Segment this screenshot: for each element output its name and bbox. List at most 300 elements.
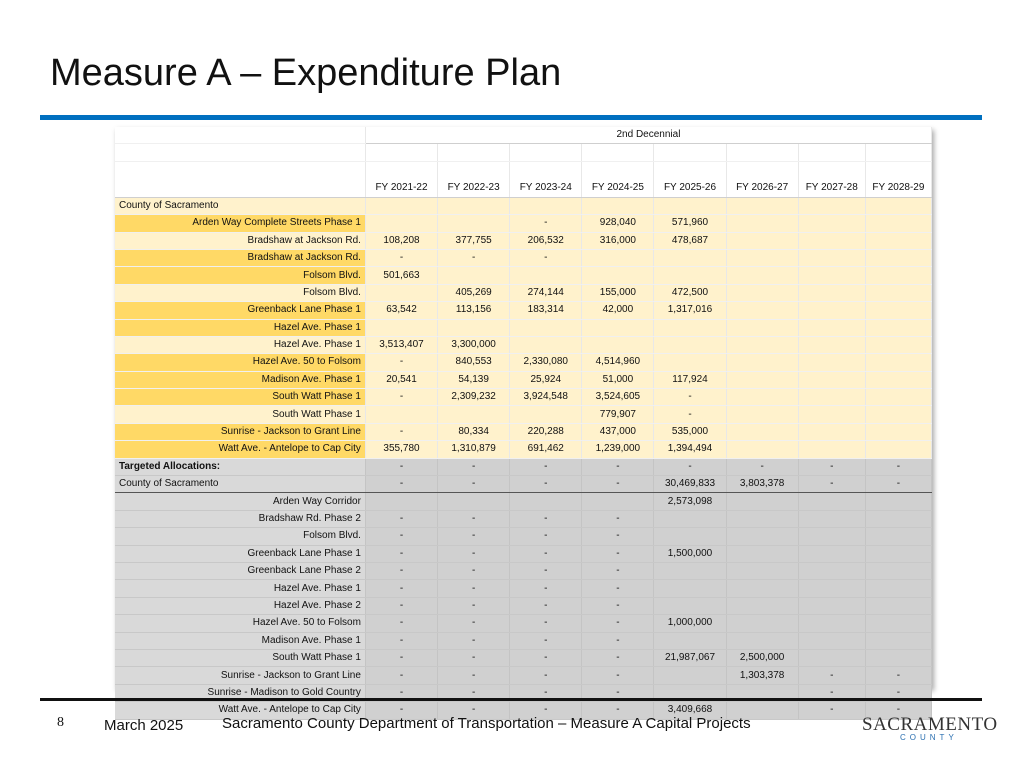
value-cell <box>865 632 931 649</box>
value-cell: - <box>365 354 437 371</box>
table-row <box>115 458 932 475</box>
value-cell <box>582 249 654 266</box>
decennial-header-row <box>115 127 932 144</box>
footer-rule <box>40 698 982 701</box>
value-cell <box>654 267 726 284</box>
value-cell: - <box>438 528 510 545</box>
value-cell <box>726 545 798 562</box>
value-cell <box>438 267 510 284</box>
value-cell: 2,309,232 <box>438 389 510 406</box>
value-cell <box>726 510 798 527</box>
value-cell <box>865 580 931 597</box>
value-cell <box>726 615 798 632</box>
value-cell: - <box>510 597 582 614</box>
row-label: Watt Ave. - Antelope to Cap City <box>115 441 365 458</box>
value-cell <box>865 441 931 458</box>
value-cell: - <box>365 580 437 597</box>
value-cell: - <box>510 649 582 666</box>
value-cell: - <box>365 702 437 719</box>
row-label: Hazel Ave. Phase 1 <box>115 580 365 597</box>
value-cell: 1,310,879 <box>438 441 510 458</box>
table-row <box>115 632 932 649</box>
value-cell: - <box>365 649 437 666</box>
value-cell <box>798 510 865 527</box>
value-cell: 3,300,000 <box>438 336 510 353</box>
row-label: Arden Way Corridor <box>115 493 365 510</box>
logo-sub: COUNTY <box>900 733 958 742</box>
row-label: South Watt Phase 1 <box>115 389 365 406</box>
value-cell: 928,040 <box>582 215 654 232</box>
value-cell: 779,907 <box>582 406 654 423</box>
value-cell <box>865 336 931 353</box>
value-cell: - <box>510 615 582 632</box>
value-cell: - <box>582 458 654 475</box>
value-cell: - <box>510 528 582 545</box>
value-cell <box>654 528 726 545</box>
year-header: FY 2026-27 <box>726 161 798 197</box>
table-row <box>115 562 932 579</box>
value-cell <box>438 319 510 336</box>
table-row <box>115 302 932 319</box>
value-cell: - <box>798 476 865 493</box>
value-cell: - <box>365 684 437 701</box>
value-cell: - <box>438 458 510 475</box>
table-row <box>115 389 932 406</box>
value-cell: - <box>726 458 798 475</box>
value-cell: - <box>510 632 582 649</box>
value-cell: - <box>582 562 654 579</box>
table-row <box>115 215 932 232</box>
value-cell: 3,513,407 <box>365 336 437 353</box>
table-row <box>115 441 932 458</box>
row-label: Hazel Ave. 50 to Folsom <box>115 354 365 371</box>
value-cell: 1,500,000 <box>654 545 726 562</box>
value-cell: - <box>365 667 437 684</box>
value-cell: 691,462 <box>510 441 582 458</box>
value-cell <box>510 493 582 510</box>
row-label: Arden Way Complete Streets Phase 1 <box>115 215 365 232</box>
table-body <box>115 127 932 719</box>
value-cell <box>798 423 865 440</box>
row-label: Bradshaw at Jackson Rd. <box>115 232 365 249</box>
value-cell <box>865 197 931 214</box>
value-cell: 3,803,378 <box>726 476 798 493</box>
value-cell <box>654 354 726 371</box>
value-cell <box>365 319 437 336</box>
row-label: County of Sacramento <box>115 476 365 493</box>
value-cell: - <box>510 249 582 266</box>
row-label: Folsom Blvd. <box>115 528 365 545</box>
value-cell <box>654 562 726 579</box>
value-cell <box>798 284 865 301</box>
table-row <box>115 667 932 684</box>
value-cell: 840,553 <box>438 354 510 371</box>
value-cell: - <box>582 528 654 545</box>
value-cell: - <box>510 702 582 719</box>
value-cell <box>365 493 437 510</box>
value-cell <box>798 354 865 371</box>
value-cell <box>798 493 865 510</box>
table-row <box>115 597 932 614</box>
value-cell <box>798 545 865 562</box>
value-cell <box>865 249 931 266</box>
footer-text: Sacramento County Department of Transportation – Measure A Capital Projects <box>222 715 751 732</box>
value-cell: - <box>582 580 654 597</box>
value-cell <box>798 389 865 406</box>
row-label: Madison Ave. Phase 1 <box>115 371 365 388</box>
value-cell: 1,000,000 <box>654 615 726 632</box>
value-cell <box>654 197 726 214</box>
value-cell: 183,314 <box>510 302 582 319</box>
value-cell: - <box>654 389 726 406</box>
value-cell: - <box>798 458 865 475</box>
value-cell: 54,139 <box>438 371 510 388</box>
value-cell: 3,524,605 <box>582 389 654 406</box>
value-cell <box>510 336 582 353</box>
value-cell <box>582 336 654 353</box>
expenditure-spreadsheet <box>115 127 932 716</box>
value-cell: - <box>510 476 582 493</box>
row-label: Hazel Ave. Phase 2 <box>115 597 365 614</box>
value-cell: - <box>438 597 510 614</box>
value-cell: - <box>365 632 437 649</box>
value-cell <box>365 215 437 232</box>
year-header: FY 2024-25 <box>582 161 654 197</box>
value-cell: - <box>865 458 931 475</box>
value-cell <box>726 632 798 649</box>
value-cell: 1,394,494 <box>654 441 726 458</box>
value-cell <box>654 597 726 614</box>
value-cell: 571,960 <box>654 215 726 232</box>
row-label: Sunrise - Jackson to Grant Line <box>115 423 365 440</box>
table-row <box>115 406 932 423</box>
value-cell: - <box>438 545 510 562</box>
value-cell: 80,334 <box>438 423 510 440</box>
value-cell <box>582 197 654 214</box>
year-header: FY 2023-24 <box>510 161 582 197</box>
value-cell <box>726 493 798 510</box>
year-header: FY 2028-29 <box>865 161 931 197</box>
value-cell <box>865 354 931 371</box>
value-cell: 113,156 <box>438 302 510 319</box>
value-cell: - <box>582 476 654 493</box>
value-cell: 437,000 <box>582 423 654 440</box>
value-cell <box>865 528 931 545</box>
value-cell: 355,780 <box>365 441 437 458</box>
value-cell <box>798 302 865 319</box>
value-cell: - <box>582 702 654 719</box>
value-cell: 3,409,668 <box>654 702 726 719</box>
row-label: Greenback Lane Phase 1 <box>115 545 365 562</box>
value-cell: - <box>438 702 510 719</box>
value-cell <box>438 215 510 232</box>
value-cell <box>865 371 931 388</box>
value-cell <box>365 284 437 301</box>
table-row <box>115 371 932 388</box>
table-row <box>115 493 932 510</box>
value-cell <box>798 649 865 666</box>
value-cell <box>654 336 726 353</box>
value-cell: - <box>582 667 654 684</box>
value-cell: 1,239,000 <box>582 441 654 458</box>
value-cell: - <box>798 684 865 701</box>
value-cell: 155,000 <box>582 284 654 301</box>
table-row <box>115 197 932 214</box>
value-cell: - <box>365 476 437 493</box>
value-cell <box>798 336 865 353</box>
value-cell <box>726 354 798 371</box>
row-label: South Watt Phase 1 <box>115 406 365 423</box>
value-cell: - <box>798 667 865 684</box>
value-cell <box>865 267 931 284</box>
value-cell <box>798 528 865 545</box>
table-row <box>115 476 932 493</box>
value-cell <box>798 562 865 579</box>
value-cell: - <box>865 702 931 719</box>
row-label: Hazel Ave. 50 to Folsom <box>115 615 365 632</box>
value-cell: - <box>438 632 510 649</box>
value-cell: - <box>798 702 865 719</box>
value-cell: - <box>510 510 582 527</box>
value-cell <box>726 389 798 406</box>
value-cell: 42,000 <box>582 302 654 319</box>
value-cell <box>798 580 865 597</box>
value-cell: - <box>582 649 654 666</box>
value-cell: - <box>365 597 437 614</box>
value-cell <box>798 319 865 336</box>
value-cell: 108,208 <box>365 232 437 249</box>
value-cell: - <box>365 510 437 527</box>
value-cell <box>726 580 798 597</box>
value-cell: 20,541 <box>365 371 437 388</box>
row-label: Greenback Lane Phase 1 <box>115 302 365 319</box>
table-row <box>115 267 932 284</box>
value-cell <box>438 406 510 423</box>
value-cell <box>865 215 931 232</box>
value-cell: 377,755 <box>438 232 510 249</box>
value-cell <box>726 215 798 232</box>
value-cell: - <box>365 615 437 632</box>
value-cell: - <box>438 580 510 597</box>
value-cell <box>798 267 865 284</box>
title-underline <box>40 115 982 120</box>
value-cell <box>438 197 510 214</box>
value-cell <box>798 371 865 388</box>
value-cell: 1,303,378 <box>726 667 798 684</box>
logo-word: SACRAMENTO <box>862 714 998 735</box>
value-cell: - <box>582 597 654 614</box>
empty-cell <box>115 127 365 144</box>
row-label: Sunrise - Madison to Gold Country <box>115 684 365 701</box>
value-cell <box>726 371 798 388</box>
value-cell: - <box>438 562 510 579</box>
value-cell <box>726 406 798 423</box>
fiscal-year-header-row <box>115 161 932 197</box>
table-row <box>115 528 932 545</box>
value-cell: 2,573,098 <box>654 493 726 510</box>
value-cell: - <box>365 249 437 266</box>
value-cell <box>865 510 931 527</box>
value-cell <box>726 232 798 249</box>
value-cell <box>798 232 865 249</box>
value-cell <box>865 597 931 614</box>
row-label: Hazel Ave. Phase 1 <box>115 319 365 336</box>
table-row <box>115 319 932 336</box>
value-cell <box>365 197 437 214</box>
row-label: Sunrise - Jackson to Grant Line <box>115 667 365 684</box>
value-cell <box>865 406 931 423</box>
value-cell <box>726 302 798 319</box>
row-label: South Watt Phase 1 <box>115 649 365 666</box>
value-cell: - <box>365 458 437 475</box>
value-cell <box>865 493 931 510</box>
year-header: FY 2025-26 <box>654 161 726 197</box>
value-cell: - <box>654 406 726 423</box>
value-cell: - <box>582 510 654 527</box>
empty-cell <box>115 161 365 197</box>
value-cell: - <box>365 423 437 440</box>
value-cell <box>726 528 798 545</box>
value-cell: - <box>654 458 726 475</box>
value-cell <box>654 249 726 266</box>
row-label: County of Sacramento <box>115 197 365 214</box>
spacer-row <box>115 144 932 161</box>
value-cell: - <box>510 215 582 232</box>
value-cell <box>865 319 931 336</box>
value-cell: - <box>510 458 582 475</box>
row-label: Watt Ave. - Antelope to Cap City <box>115 702 365 719</box>
table-row <box>115 232 932 249</box>
value-cell: - <box>865 684 931 701</box>
table-row <box>115 249 932 266</box>
value-cell: 501,663 <box>365 267 437 284</box>
value-cell <box>726 597 798 614</box>
year-header: FY 2022-23 <box>438 161 510 197</box>
value-cell <box>510 406 582 423</box>
value-cell <box>365 406 437 423</box>
value-cell <box>726 441 798 458</box>
page-number: 8 <box>57 715 64 730</box>
value-cell: - <box>582 684 654 701</box>
value-cell <box>654 667 726 684</box>
value-cell: 21,987,067 <box>654 649 726 666</box>
row-label: Madison Ave. Phase 1 <box>115 632 365 649</box>
value-cell: - <box>510 667 582 684</box>
value-cell <box>726 562 798 579</box>
value-cell <box>865 545 931 562</box>
value-cell <box>582 267 654 284</box>
value-cell: - <box>438 510 510 527</box>
value-cell <box>865 389 931 406</box>
value-cell: 274,144 <box>510 284 582 301</box>
value-cell: 4,514,960 <box>582 354 654 371</box>
value-cell: 51,000 <box>582 371 654 388</box>
value-cell: 2,330,080 <box>510 354 582 371</box>
value-cell: - <box>438 249 510 266</box>
value-cell <box>510 267 582 284</box>
table-row <box>115 580 932 597</box>
row-label: Greenback Lane Phase 2 <box>115 562 365 579</box>
value-cell: 220,288 <box>510 423 582 440</box>
value-cell <box>654 632 726 649</box>
table-row <box>115 354 932 371</box>
value-cell: - <box>438 667 510 684</box>
value-cell <box>865 232 931 249</box>
value-cell: - <box>365 389 437 406</box>
decennial-label: 2nd Decennial <box>365 127 931 144</box>
value-cell <box>798 615 865 632</box>
value-cell: 117,924 <box>654 371 726 388</box>
value-cell: 472,500 <box>654 284 726 301</box>
value-cell <box>726 284 798 301</box>
value-cell <box>726 423 798 440</box>
value-cell: - <box>582 632 654 649</box>
footer-date: March 2025 <box>104 717 184 734</box>
value-cell: 478,687 <box>654 232 726 249</box>
value-cell <box>510 319 582 336</box>
value-cell: - <box>582 545 654 562</box>
year-header: FY 2021-22 <box>365 161 437 197</box>
value-cell <box>726 267 798 284</box>
value-cell <box>438 493 510 510</box>
value-cell: 206,532 <box>510 232 582 249</box>
value-cell <box>654 580 726 597</box>
sacramento-county-logo <box>852 714 998 744</box>
value-cell: - <box>438 476 510 493</box>
value-cell: 316,000 <box>582 232 654 249</box>
row-label: Bradshaw Rd. Phase 2 <box>115 510 365 527</box>
value-cell <box>865 302 931 319</box>
row-label: Bradshaw at Jackson Rd. <box>115 249 365 266</box>
value-cell: - <box>438 615 510 632</box>
row-label: Folsom Blvd. <box>115 267 365 284</box>
table-row <box>115 284 932 301</box>
value-cell <box>726 249 798 266</box>
value-cell <box>865 423 931 440</box>
value-cell <box>510 197 582 214</box>
value-cell <box>798 632 865 649</box>
value-cell: - <box>582 615 654 632</box>
row-label: Targeted Allocations: <box>115 458 365 475</box>
slide-title: Measure A – Expenditure Plan <box>50 52 562 94</box>
value-cell <box>726 336 798 353</box>
value-cell <box>726 197 798 214</box>
value-cell: 1,317,016 <box>654 302 726 319</box>
value-cell: - <box>365 528 437 545</box>
value-cell: 63,542 <box>365 302 437 319</box>
value-cell <box>865 615 931 632</box>
value-cell <box>865 562 931 579</box>
table-row <box>115 510 932 527</box>
value-cell: 3,924,548 <box>510 389 582 406</box>
value-cell: - <box>865 476 931 493</box>
year-header: FY 2027-28 <box>798 161 865 197</box>
value-cell: - <box>438 649 510 666</box>
value-cell <box>798 197 865 214</box>
value-cell <box>798 249 865 266</box>
value-cell: 405,269 <box>438 284 510 301</box>
value-cell <box>654 319 726 336</box>
row-label: Folsom Blvd. <box>115 284 365 301</box>
value-cell: - <box>510 580 582 597</box>
value-cell: - <box>365 562 437 579</box>
value-cell: - <box>510 545 582 562</box>
value-cell <box>582 493 654 510</box>
table-row <box>115 423 932 440</box>
value-cell <box>798 406 865 423</box>
value-cell: - <box>510 562 582 579</box>
value-cell <box>865 284 931 301</box>
